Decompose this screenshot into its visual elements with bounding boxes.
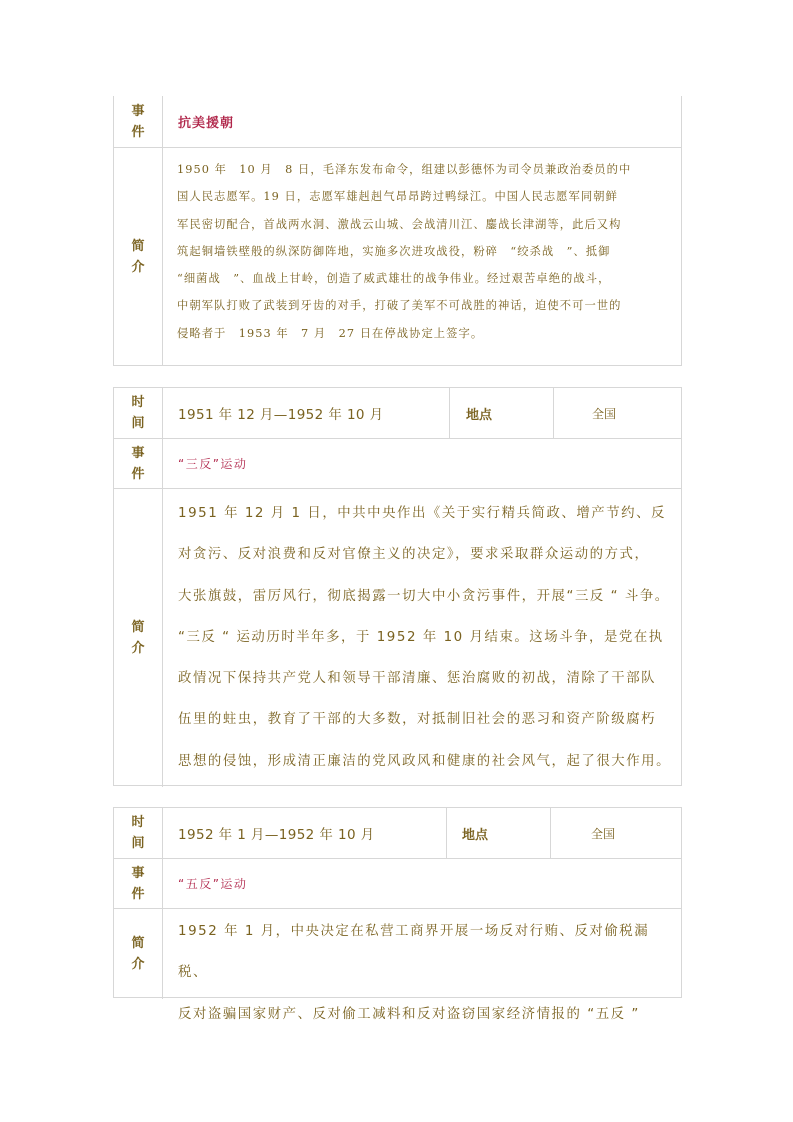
intro-row xyxy=(114,147,681,366)
event-label xyxy=(114,859,163,908)
label-char: 简 xyxy=(131,620,145,635)
label-char: 简 xyxy=(131,239,145,254)
intro-row xyxy=(114,908,681,1022)
time-row xyxy=(114,808,681,858)
intro-line: “细菌战 ”、血战上甘岭，创造了威武雄壮的战争伟业。经过艰苦卓绝的战斗， xyxy=(177,272,611,286)
intro-line: 对贪污、反对浪费和反对官僚主义的决定》，要求采取群众运动的方式， xyxy=(178,547,650,563)
place-value: 全国 xyxy=(591,826,616,841)
intro-line: 军民密切配合，首战两水洞、激战云山城、会战清川江、鏖战长津湖等，此后又构 xyxy=(177,217,622,231)
label-char: 件 xyxy=(131,124,145,140)
event-row xyxy=(114,96,681,147)
intro-text xyxy=(178,493,677,782)
label-char: 介 xyxy=(131,957,145,972)
intro-line: 1950 年 10 月 8 日，毛泽东发布命令，组建以彭德怀为司令员兼政治委员的中 xyxy=(177,163,632,176)
intro-line: 侵略者于 1953 年 7 月 27 日在停战协定上签字。 xyxy=(177,326,484,340)
label-char: 事 xyxy=(131,103,145,119)
event-table-2 xyxy=(113,387,682,786)
intro-line: 反对盗骗国家财产、反对偷工减料和反对盗窃国家经济情报的 “五反 ” xyxy=(178,1006,640,1022)
time-label xyxy=(114,808,163,858)
place-label: 地点 xyxy=(466,407,493,423)
intro-line: 政情况下保持共产党人和领导干部清廉、惩治腐败的初战，清除了干部队 xyxy=(178,671,657,687)
label-char: 事 xyxy=(131,865,145,881)
intro-label xyxy=(114,909,163,999)
event-table-3 xyxy=(113,807,682,1022)
time-row xyxy=(114,388,681,438)
label-char: 事 xyxy=(131,445,145,461)
time-value: 1951 年 12 月—1952 年 10 月 xyxy=(178,407,384,423)
event-title: 抗美援朝 xyxy=(178,116,235,131)
label-char: 时 xyxy=(131,815,145,830)
intro-line: 1951 年 12 月 1 日，中共中央作出《关于实行精兵简政、增产节约、反 xyxy=(178,506,666,521)
label-char: 间 xyxy=(131,836,145,851)
intro-line: 1952 年 1 月，中央决定在私营工商界开展一场反对行贿、反对偷税漏税、 xyxy=(178,924,650,981)
event-label xyxy=(114,439,163,488)
intro-line: 筑起铜墙铁壁般的纵深防御阵地，实施多次进攻战役，粉碎 “绞杀战 ”、抵御 xyxy=(177,244,611,258)
intro-row xyxy=(114,488,681,787)
label-char: 介 xyxy=(131,260,145,275)
intro-text xyxy=(177,156,671,347)
label-char: 件 xyxy=(131,466,145,482)
label-char: 简 xyxy=(131,936,145,951)
time-label xyxy=(114,388,163,438)
intro-label xyxy=(114,148,163,366)
intro-text xyxy=(178,911,677,1035)
label-char: 介 xyxy=(131,641,145,656)
label-char: 件 xyxy=(131,886,145,902)
event-title: “三反”运动 xyxy=(178,457,248,471)
intro-line: 大张旗鼓，雷厉风行，彻底揭露一切大中小贪污事件，开展“三反 “ 斗争。 xyxy=(178,588,670,604)
label-char: 间 xyxy=(131,416,145,431)
intro-line: 伍里的蛀虫，教育了干部的大多数，对抵制旧社会的恶习和资产阶级腐朽 xyxy=(178,712,657,728)
intro-line: 思想的侵蚀，形成清正廉洁的党风政风和健康的社会风气，起了很大作用。 xyxy=(178,753,672,769)
time-value: 1952 年 1 月—1952 年 10 月 xyxy=(178,827,375,843)
place-value: 全国 xyxy=(592,406,617,421)
event-row xyxy=(114,858,681,908)
intro-label xyxy=(114,489,163,787)
intro-line: 中朝军队打败了武装到牙齿的对手，打破了美军不可战胜的神话，迫使不可一世的 xyxy=(177,299,622,313)
intro-line: 国人民志愿军。19 日，志愿军雄赳赳气昂昂跨过鸭绿江。中国人民志愿军同朝鲜 xyxy=(177,190,618,204)
label-char: 时 xyxy=(131,395,145,410)
intro-line: “三反 “ 运动历时半年多，于 1952 年 10 月结束。这场斗争，是党在执 xyxy=(178,629,664,645)
event-table-1 xyxy=(113,96,682,366)
place-label: 地点 xyxy=(462,827,489,843)
event-label xyxy=(114,96,163,147)
event-row xyxy=(114,438,681,488)
event-title: “五反”运动 xyxy=(178,877,248,891)
